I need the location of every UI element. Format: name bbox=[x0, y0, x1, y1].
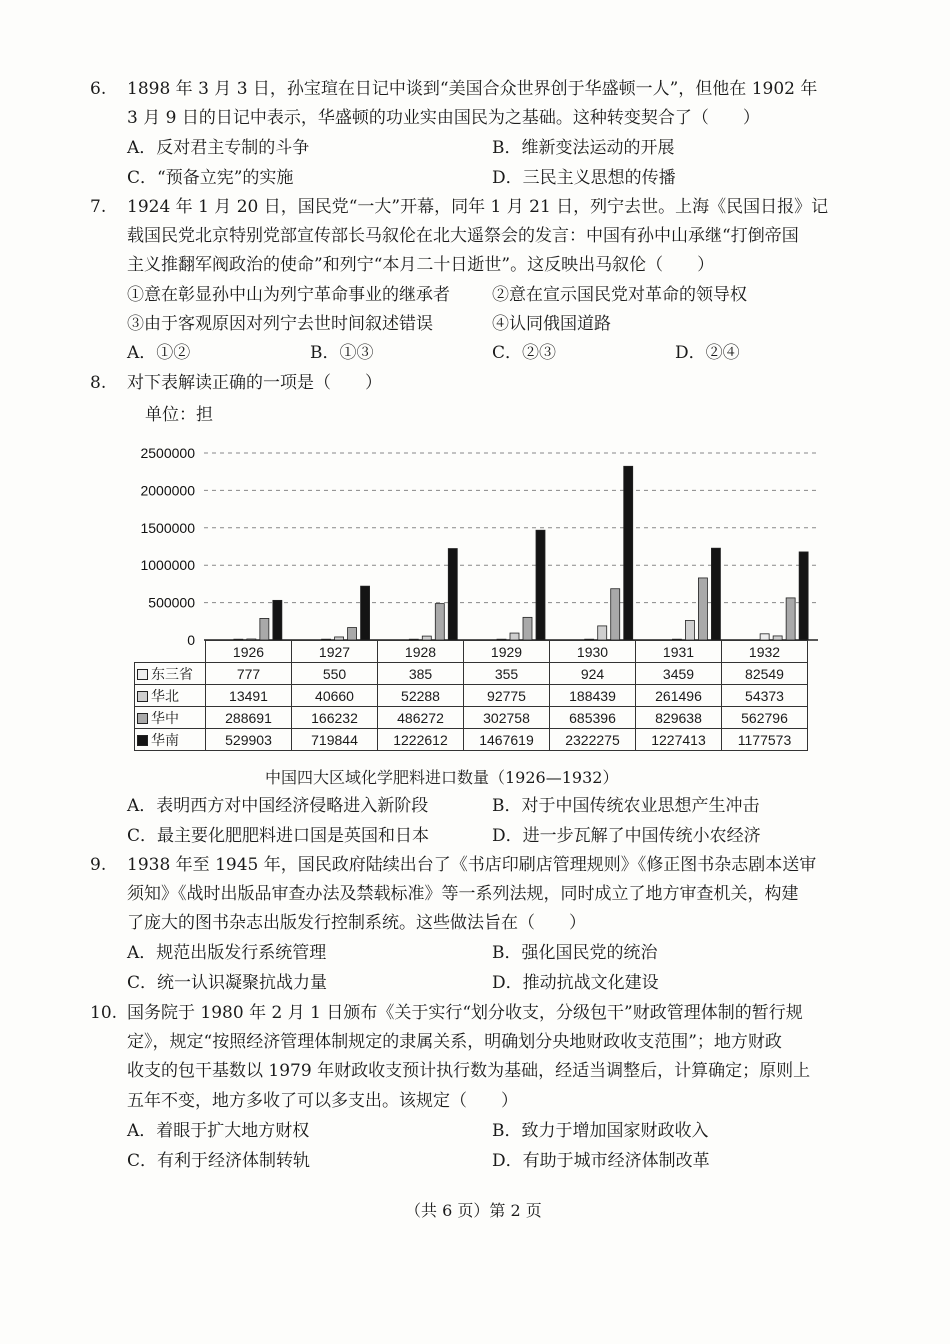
table-cell: 1222612 bbox=[378, 729, 464, 751]
table-year-header: 1926 bbox=[206, 641, 292, 663]
q8-option-c: C．最主要化肥肥料进口国是英国和日本 bbox=[127, 826, 430, 846]
bar-3 bbox=[260, 618, 269, 640]
q9-option-c: C．统一认识凝聚抗战力量 bbox=[127, 973, 328, 993]
table-row-huabei bbox=[135, 685, 808, 707]
table-cell: 777 bbox=[206, 663, 292, 685]
bar-4 bbox=[624, 466, 633, 640]
table-corner bbox=[135, 641, 206, 663]
table-cell: 302758 bbox=[464, 707, 550, 729]
q6-number: 6. bbox=[90, 79, 107, 99]
table-cell: 54373 bbox=[722, 685, 808, 707]
table-year-header: 1932 bbox=[722, 641, 808, 663]
series-name: 东三省 bbox=[151, 665, 193, 682]
table-cell: 355 bbox=[464, 663, 550, 685]
q7-option-a: A．①② bbox=[127, 343, 191, 363]
q10-option-b: B．致力于增加国家财政收入 bbox=[492, 1121, 709, 1141]
bar-3 bbox=[786, 598, 795, 640]
q8-option-d: D．进一步瓦解了中国传统小农经济 bbox=[492, 826, 761, 846]
y-tick-label: 2500000 bbox=[140, 445, 195, 461]
table-cell: 261496 bbox=[636, 685, 722, 707]
q10-option-c: C．有利于经济体制转轨 bbox=[127, 1151, 311, 1171]
table-year-header: 1930 bbox=[550, 641, 636, 663]
bar-4 bbox=[711, 548, 720, 640]
y-tick-label: 1500000 bbox=[140, 519, 195, 536]
bar-2 bbox=[685, 620, 694, 640]
q10-option-a: A．着眼于扩大地方财权 bbox=[127, 1121, 310, 1141]
table-cell: 13491 bbox=[206, 685, 292, 707]
table-header-row bbox=[135, 641, 808, 663]
legend-swatch-icon bbox=[137, 713, 148, 724]
q9-option-b: B．强化国民党的统治 bbox=[492, 943, 658, 963]
q7-stem-line-2: 载国民党北京特别党部宣传部长马叙伦在北大遥祭会的发言：中国有孙中山承继“打倒帝国 bbox=[127, 226, 799, 246]
q7-stem-line-3: 主义推翻军阀政治的使命”和列宁“本月二十日逝世”。这反映出马叙伦（ ） bbox=[127, 255, 715, 275]
q6-option-b: B．维新变法运动的开展 bbox=[492, 138, 675, 158]
legend-swatch-icon bbox=[137, 735, 148, 746]
q10-stem-line-3: 收支的包干基数以 1979 年财政收支预计执行数为基础，经适当调整后，计算确定；原则上 bbox=[127, 1061, 811, 1081]
q7-number: 7. bbox=[90, 197, 107, 217]
table-cell: 188439 bbox=[550, 685, 636, 707]
legend-huazhong bbox=[135, 707, 206, 729]
table-cell: 550 bbox=[292, 663, 378, 685]
table-cell: 1177573 bbox=[722, 729, 808, 751]
q10-option-d: D．有助于城市经济体制改革 bbox=[492, 1151, 710, 1171]
page-footer: （共 6 页）第 2 页 bbox=[405, 1201, 542, 1220]
bar-3 bbox=[523, 617, 532, 640]
table-row-huanan bbox=[135, 729, 808, 751]
legend-swatch-icon bbox=[137, 669, 148, 680]
bar-3 bbox=[611, 589, 620, 640]
q6-option-d: D．三民主义思想的传播 bbox=[492, 168, 676, 188]
bar-4 bbox=[799, 552, 808, 640]
table-cell: 486272 bbox=[378, 707, 464, 729]
y-tick-label: 2000000 bbox=[140, 482, 195, 499]
table-year-header: 1931 bbox=[636, 641, 722, 663]
q8-stem: 对下表解读正确的一项是（ ） bbox=[127, 373, 382, 393]
bar-4 bbox=[273, 600, 282, 640]
series-name: 华南 bbox=[151, 731, 179, 748]
legend-huabei bbox=[135, 685, 206, 707]
q6-option-a: A．反对君主专制的斗争 bbox=[127, 138, 310, 158]
y-tick-label: 500000 bbox=[148, 594, 195, 611]
table-row-dongsansheng bbox=[135, 663, 808, 685]
q9-option-d: D．推动抗战文化建设 bbox=[492, 973, 659, 993]
y-tick-label: 0 bbox=[187, 632, 195, 648]
bar-4 bbox=[448, 549, 457, 640]
q9-option-a: A．规范出版发行系统管理 bbox=[127, 943, 327, 963]
q9-number: 9. bbox=[90, 855, 107, 875]
bar-4 bbox=[361, 586, 370, 640]
bar-2 bbox=[598, 626, 607, 640]
table-year-header: 1928 bbox=[378, 641, 464, 663]
table-year-header: 1929 bbox=[464, 641, 550, 663]
q10-stem-line-4: 五年不变，地方多收了可以多支出。该规定（ ） bbox=[127, 1091, 518, 1111]
table-cell: 2322275 bbox=[550, 729, 636, 751]
table-cell: 288691 bbox=[206, 707, 292, 729]
bar-4 bbox=[536, 530, 545, 640]
q6-stem-line-1: 1898 年 3 月 3 日，孙宝瑄在日记中谈到“美国合众世界创于华盛顿一人”，但他在 1902 年 bbox=[127, 79, 818, 99]
q8-option-a: A．表明西方对中国经济侵略进入新阶段 bbox=[127, 796, 429, 816]
legend-swatch-icon bbox=[137, 691, 148, 702]
y-tick-label: 1000000 bbox=[140, 557, 195, 574]
q10-stem-line-1: 国务院于 1980 年 2 月 1 日颁布《关于实行“划分收支，分级包干”财政管理体制的暂行规 bbox=[127, 1003, 803, 1023]
series-name: 华中 bbox=[151, 709, 179, 726]
q7-statement-1: ①意在彰显孙中山为列宁革命事业的继承者 bbox=[127, 285, 450, 305]
q7-statement-4: ④认同俄国道路 bbox=[492, 314, 611, 334]
table-cell: 52288 bbox=[378, 685, 464, 707]
table-cell: 924 bbox=[550, 663, 636, 685]
chart-caption: 中国四大区域化学肥料进口数量（1926—1932） bbox=[265, 768, 619, 787]
q7-statement-2: ②意在宣示国民党对革命的领导权 bbox=[492, 285, 747, 305]
chart-data-table bbox=[134, 640, 808, 751]
table-cell: 3459 bbox=[636, 663, 722, 685]
table-cell: 685396 bbox=[550, 707, 636, 729]
q8-option-b: B．对于中国传统农业思想产生冲击 bbox=[492, 796, 760, 816]
q6-stem-line-2: 3 月 9 日的日记中表示，华盛顿的功业实由国民为之基础。这种转变契合了（ ） bbox=[127, 108, 760, 128]
table-cell: 719844 bbox=[292, 729, 378, 751]
legend-dongsansheng bbox=[135, 663, 206, 685]
table-cell: 166232 bbox=[292, 707, 378, 729]
q7-stem-line-1: 1924 年 1 月 20 日，国民党“一大”开幕，同年 1 月 21 日，列宁去世。上海《民国日报》记 bbox=[127, 197, 829, 217]
table-cell: 40660 bbox=[292, 685, 378, 707]
bar-3 bbox=[348, 628, 357, 640]
q10-number: 10. bbox=[90, 1003, 118, 1023]
q7-option-b: B．①③ bbox=[310, 343, 374, 363]
table-cell: 1227413 bbox=[636, 729, 722, 751]
table-row-huazhong bbox=[135, 707, 808, 729]
series-name: 华北 bbox=[151, 687, 179, 704]
chart-unit-label: 单位：担 bbox=[145, 405, 213, 425]
q8-number: 8. bbox=[90, 373, 107, 393]
q9-stem-line-1: 1938 年至 1945 年，国民政府陆续出台了《书店印刷店管理规则》《修正图书杂志剧本送审 bbox=[127, 855, 817, 875]
q7-option-d: D．②④ bbox=[675, 343, 740, 363]
q6-option-c: C．“预备立宪”的实施 bbox=[127, 168, 294, 188]
q7-statement-3: ③由于客观原因对列宁去世时间叙述错误 bbox=[127, 314, 433, 334]
table-cell: 562796 bbox=[722, 707, 808, 729]
legend-huanan bbox=[135, 729, 206, 751]
table-cell: 829638 bbox=[636, 707, 722, 729]
bar-2 bbox=[510, 633, 519, 640]
q7-option-c: C．②③ bbox=[492, 343, 557, 363]
table-cell: 385 bbox=[378, 663, 464, 685]
q10-stem-line-2: 定》，规定“按照经济管理体制规定的隶属关系，明确划分央地财政收支范围”；地方财政 bbox=[127, 1032, 782, 1052]
bar-3 bbox=[698, 578, 707, 640]
q9-stem-line-2: 须知》《战时出版品审查办法及禁载标准》等一系列法规，同时成立了地方审查机关，构建 bbox=[127, 884, 799, 904]
bar-3 bbox=[435, 604, 444, 640]
q9-stem-line-3: 了庞大的图书杂志出版发行控制系统。这些做法旨在（ ） bbox=[127, 913, 586, 933]
table-cell: 92775 bbox=[464, 685, 550, 707]
table-cell: 1467619 bbox=[464, 729, 550, 751]
table-cell: 82549 bbox=[722, 663, 808, 685]
table-year-header: 1927 bbox=[292, 641, 378, 663]
table-cell: 529903 bbox=[206, 729, 292, 751]
